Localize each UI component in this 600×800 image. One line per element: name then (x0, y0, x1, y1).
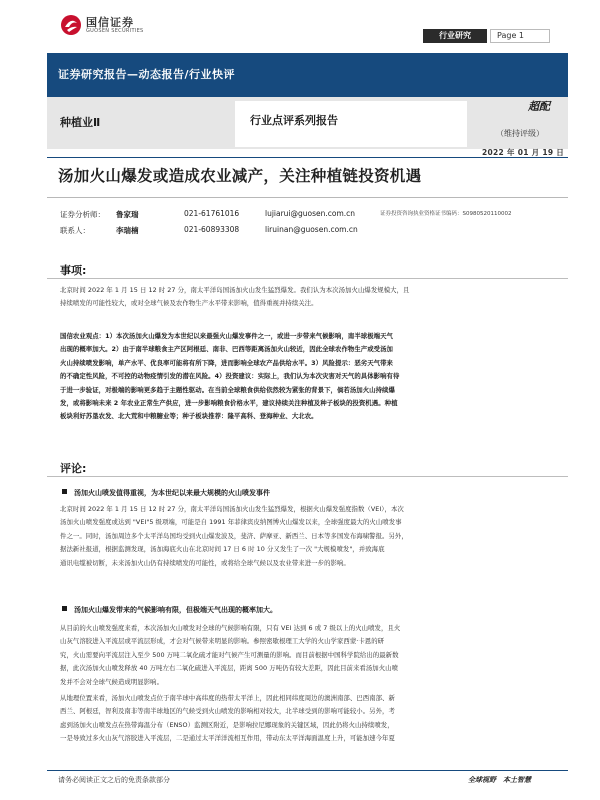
text-line: 北京时间 2022 年 1 月 15 日 12 时 27 分，南太平洋岛国汤加火山发生猛烈爆发。我们认为本次汤加火山爆发规模大，且 (60, 286, 410, 294)
contact-role: 联系人： (60, 226, 90, 235)
page-title: 汤加火山爆发或造成农业减产，关注种植链投资机遇 (58, 167, 422, 185)
text-line: 件之一。同时，汤加周边多个太平洋岛国均受到火山爆发波及，斐济、萨摩亚、新西兰、日本等多国发布海啸警报。另外， (60, 531, 408, 540)
page-number: Page 1 (490, 29, 550, 43)
analyst-name: 鲁家瑞 (116, 210, 139, 219)
footer-divider (47, 770, 568, 771)
text-line: 于进一步验证，对极端的影响更多趋于主题性驱动。在当前全球粮食供给依然较为紧张的背景下，倘若汤加火山持续爆 (60, 385, 395, 394)
text-line: 虑到汤加火山喷发点在热带海温分布（ENSO）监测区附近，是影响拉尼娜现象的关键区域，因此仍将火山持续喷发， (60, 720, 394, 729)
view-paragraph (60, 330, 568, 424)
section-divider (47, 278, 568, 279)
license-number: 证券投资咨询执业资格证书编码：S0980520110002 (380, 211, 512, 217)
sector-label: 种植业Ⅱ (60, 116, 101, 129)
comment-paragraph-3 (60, 692, 568, 746)
rating-value: 超配 (528, 100, 550, 113)
text-line: 火山持续喷发影响，单产水平、优良率可能将有所下降，进而影响全球农产品供给水平。3）风险提示：恶劣天气带来 (60, 358, 393, 367)
analyst-phone: 021-61761016 (184, 209, 240, 218)
text-line: 持续喷发的可能性较大，或对全球气候及农作物生产水平带来影响，值得重视并持续关注。 (60, 299, 318, 308)
logo-text-en: GUOSEN SECURITIES (86, 28, 144, 34)
contact-name: 李瑞楠 (116, 226, 139, 235)
subheading-text: 汤加火山喷发值得重视，为本世纪以来最大规模的火山喷发事件 (74, 489, 270, 497)
contact-email[interactable]: liruinan@guosen.com.cn (265, 225, 358, 234)
logo-text-cn: 国信证券 (86, 16, 134, 29)
text-line: 一是导致过多火山灰气溶胶进入平流层，二是通过太平洋洋流相互作用，带动东太平洋海面温度上升，可能加速今年夏 (60, 734, 395, 743)
section-divider (47, 476, 568, 477)
analyst-email[interactable]: lujiarui@guosen.com.cn (265, 209, 356, 218)
text-line: 发并不会对全球气候造成明显影响。 (60, 677, 164, 686)
text-line: 西兰、阿根廷，智利及南非等南半球地区的气候受到火山喷发的影响相对较大，北半球受到的影响可能较小。另外，考 (60, 707, 395, 716)
text-line: 国信农业观点：1）本次汤加火山爆发为本世纪以来最强火山爆发事件之一，或进一步带来气候影响，南半球极端天气 (60, 332, 393, 340)
bullet-square-icon (62, 489, 67, 494)
text-line: 据法新社报道，根据监测发现，汤加海底火山在北京时间 17 日 6 时 10 分又发生了一次 "大规模喷发"，并致海底 (60, 545, 385, 554)
contact-phone: 021-60893308 (184, 225, 240, 234)
section-heading-event: 事项: (60, 264, 87, 277)
text-line: 通讯电缆被切断，未来汤加火山仍有持续喷发的可能性，或将给全球气候以及农业带来进一步的影响。 (60, 558, 350, 567)
comment-paragraph-2 (60, 622, 568, 689)
analyst-role: 证券分析师： (60, 210, 105, 219)
text-line: 板块利好苏垦农发、北大荒和中粮糖业等；种子板块推荐：隆平高科、登海种业、大北农。 (60, 412, 318, 421)
footer-slogan: 全球视野 本土智慧 (468, 776, 531, 784)
report-date: 2022 年 01 月 19 日 (482, 148, 565, 157)
guosen-logo-icon (60, 14, 82, 36)
text-line: 北京时间 2022 年 1 月 15 日 12 时 27 分，南太平洋岛国汤加火山发生猛烈爆发，根据火山爆发强度指数（VEI），本次 (60, 505, 404, 513)
subheading-1 (62, 488, 270, 498)
divider (47, 157, 568, 158)
text-line: 出现的概率加大。2）由于南半球粮食主产区阿根廷、南非、巴西等距离汤加火山较近，因此全球农作物生产或受汤加 (60, 345, 393, 354)
text-line: 据，此次汤加火山喷发释放 40 万吨左右二氧化硫进入平流层，距离 500 万吨仍有较大差距，因此目前来看汤加火山喷 (60, 664, 399, 673)
rating-note: （维持评级） (496, 129, 544, 138)
section-heading-comment: 评论: (60, 462, 87, 475)
text-line: 从地理位置来看，汤加火山喷发点位于南半球中高纬度的热带太平洋上，因此相同纬度周边的澳洲南部、巴西南部、新 (60, 694, 395, 702)
series-title: 行业点评系列报告 (250, 114, 338, 127)
text-line: 汤加火山喷发强度或达到 "VEI"5 级项端，可能是自 1991 年菲律宾皮纳图博火山爆发以来，全球强度最大的火山喷发事 (60, 518, 402, 527)
bullet-square-icon (62, 606, 67, 611)
text-line: 发，或将影响未来 2 年农业正常生产供应，进一步影响粮食价格水平，建议持续关注种植及种子板块的投资机遇。种植 (60, 399, 398, 408)
subheading-2 (62, 605, 277, 615)
text-line: 从目前的火山喷发强度来看，本次汤加火山喷发对全球的气候影响有限，只有 VEI 达到 6 或 7 级以上的火山喷发，且火 (60, 624, 401, 632)
report-type-tag: 行业研究 (423, 29, 487, 43)
comment-paragraph-1 (60, 503, 568, 570)
banner-title: 证券研究报告—动态报告/行业快评 (58, 68, 236, 81)
event-paragraph (60, 284, 568, 311)
subheading-text: 汤加火山爆发带来的气候影响有限，但极端天气出现的概率加大。 (74, 606, 277, 614)
footer-disclaimer: 请务必阅读正文之后的免责条款部分 (58, 776, 170, 784)
text-line: 究，火山需要向平流层注入至少 500 万吨二氧化硫才能对气候产生可测量的影响。而目前根据中国科学院给出的最新数 (60, 650, 399, 659)
text-line: 山灰气溶胶进入平流层或平流层形成，才会对气候带来明显的影响。参照密歇根理工大学的火山学家西蒙·卡恩的研 (60, 637, 385, 646)
text-line: 的不确定性风险，不可控的动物疫情引发的潜在风险。4）投资建议：实际上，我们认为本次灾害对天气的具体影响有待 (60, 372, 400, 381)
divider (47, 197, 568, 198)
